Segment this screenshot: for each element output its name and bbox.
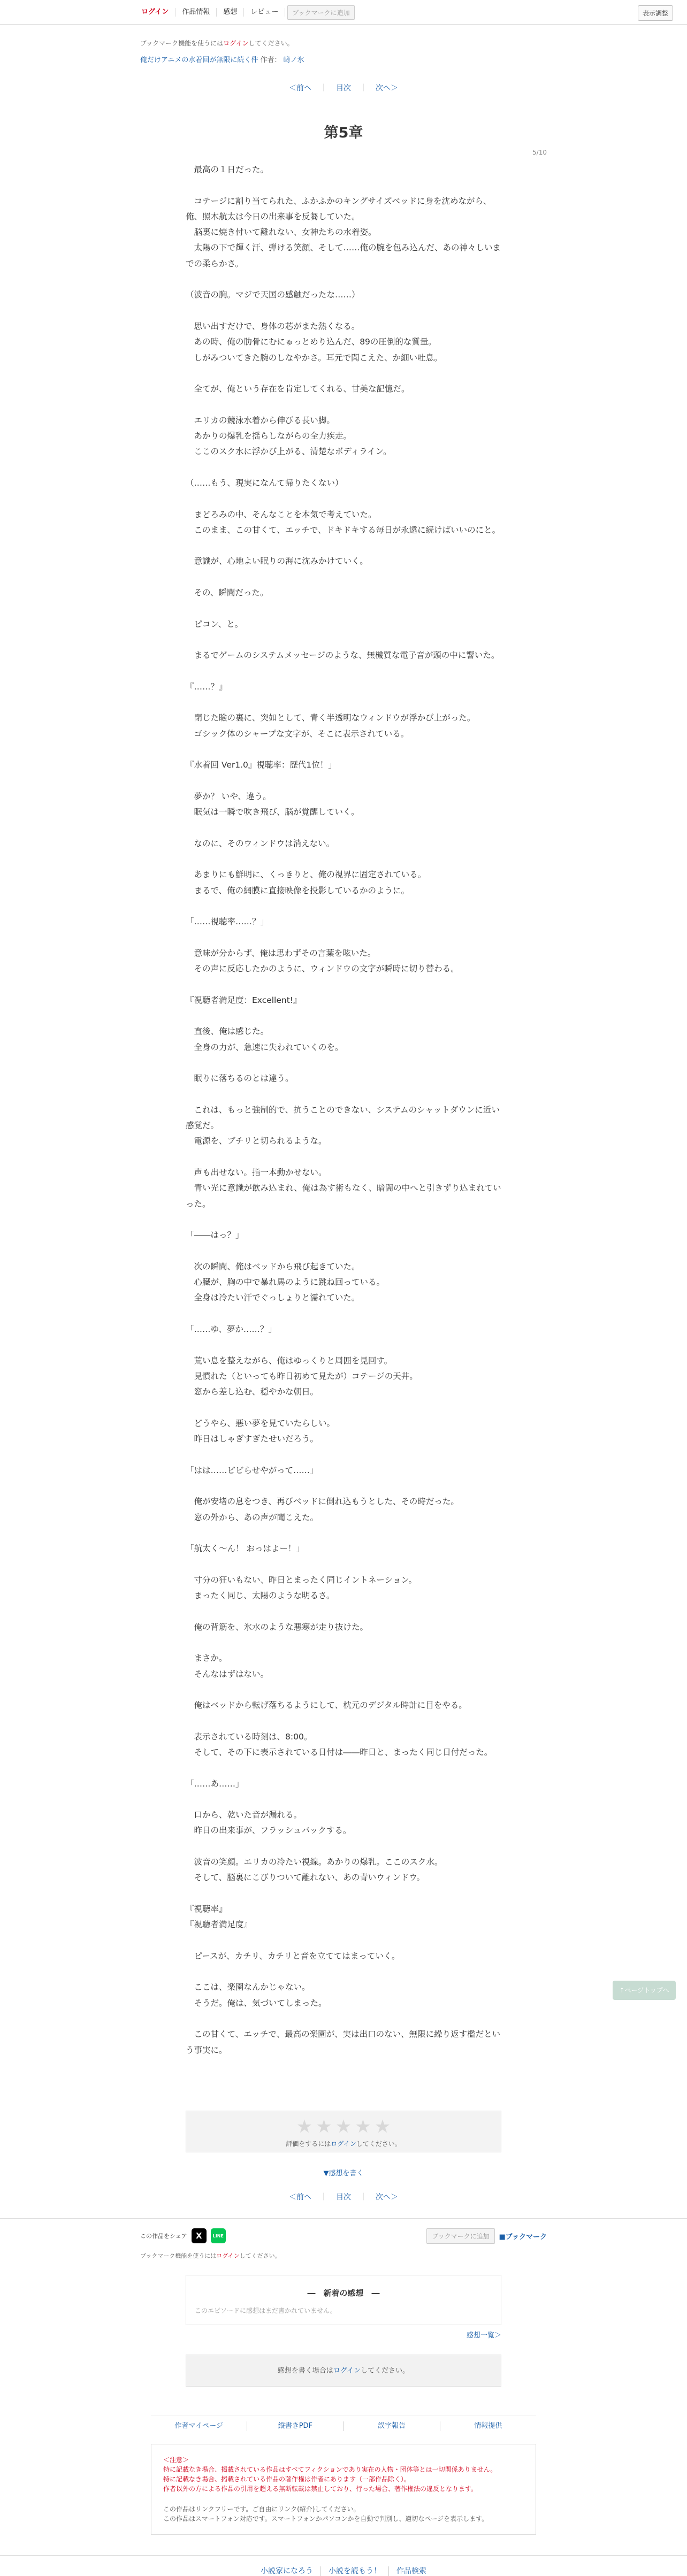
body-line: （……もう、現実になんて帰りたくない） [186, 478, 344, 488]
body-line: ゴシック体のシャープな文字が、そこに表示されている。 [186, 729, 409, 739]
body-line [186, 303, 501, 319]
body-line: 見慣れた（といっても昨日初めて見たが）コテージの天井。 [186, 1371, 418, 1381]
body-line: あまりにも鮮明に、くっきりと、俺の視界に固定されている。 [186, 870, 426, 880]
search-link[interactable]: 作品検索 [396, 2566, 426, 2575]
body-line: どうやら、悪い夢を見ていたらしい。 [186, 1418, 335, 1428]
header-nav [140, 0, 355, 25]
body-line: この甘くて、エッチで、最高の楽園が、実は出口のない、無限に繰り返す檻だという事実に。 [186, 2029, 501, 2055]
body-line: 『水着回 Ver1.0』視聴率：歴代1位！」 [186, 760, 337, 770]
body-line: そうだ。俺は、気づいてしまった。 [186, 1998, 327, 2008]
main-content [140, 39, 547, 2202]
bookmark-login-link[interactable]: ログイン [223, 40, 249, 47]
body-line: 思い出すだけで、身体の芯がまた熱くなる。 [186, 321, 360, 331]
body-line: 荒い息を整えながら、俺はゆっくりと周囲を見回す。 [186, 1355, 393, 1366]
reviews-empty-text: このエピソードに感想はまだ書かれていません。 [195, 2306, 337, 2314]
body-line [186, 460, 501, 476]
login-link[interactable]: ログイン [140, 8, 175, 17]
body-line: 昨日の出来事が、フラッシュバックする。 [186, 1826, 352, 1836]
toc-link[interactable]: 目次 [336, 84, 351, 93]
typo-report-link[interactable]: 誤字報告 [344, 2421, 440, 2431]
page-top-button[interactable]: ↑ページトップへ [613, 1981, 676, 2000]
next-link[interactable]: 次へ＞ [376, 84, 398, 93]
body-line: 最高の１日だった。 [186, 165, 269, 174]
body-line: 全身の力が、急速に失われていくのを。 [186, 1042, 344, 1052]
body-line: 「――はっ？」 [186, 1230, 244, 1240]
x-share-icon[interactable]: X [192, 2228, 207, 2243]
body-line [186, 1478, 501, 1494]
body-line: 表示されている時刻は、8:00。 [186, 1731, 312, 1742]
body-line: ここのスク水に浮かび上がる、清楚なボディライン。 [186, 447, 392, 457]
body-line: 口から、乾いた音が漏れる。 [186, 1810, 302, 1820]
works-info-link[interactable]: 作品情報 [175, 8, 217, 17]
add-bookmark-button[interactable]: ブックマークに追加 [426, 2228, 494, 2244]
body-line [186, 2011, 501, 2027]
notice-line: 作者以外の方による作品の引用を超える無断転載は禁止しており、行った場合、著作権法の違反となります。 [163, 2485, 478, 2493]
bookmark-login-link-bottom[interactable]: ログイン [216, 2252, 240, 2259]
body-line [186, 1792, 501, 1807]
body-line [186, 397, 501, 412]
body-line: 俺、照木航太は今日の出来事を反芻していた。 [186, 211, 360, 221]
body-line: 「……視聴率……？」 [186, 917, 269, 927]
body-line: そんなはずはない。 [186, 1669, 269, 1679]
body-line [186, 664, 501, 679]
bottom-links [0, 2555, 687, 2576]
body-line [186, 1964, 501, 1980]
body-line: これは、もっと強制的で、抗うことのできない、システムのシャットダウンに近い感覚だ。 [186, 1105, 500, 1131]
body-line: 意味が分からず、俺は思わずその言葉を呟いた。 [186, 948, 376, 958]
body-line: そして、その下に表示されている日付は――昨日と、まったく同じ日付だった。 [186, 1747, 493, 1757]
body-line: このまま、この甘くて、エッチで、ドキドキする毎日が永遠に続けばいいのにと。 [186, 525, 501, 535]
bookmark-login-note: ブックマーク機能を使うにはログインしてください。 [140, 40, 294, 47]
bookmark-login-note-bottom: ブックマーク機能を使うにはログインしてください。 [140, 2252, 281, 2259]
body-line [186, 178, 501, 193]
next-link-bottom[interactable]: 次へ＞ [376, 2192, 398, 2202]
body-line: （波音の胸。マジで天国の感触だったな……） [186, 290, 360, 300]
vertical-pdf-link[interactable]: 縦書きPDF [247, 2421, 344, 2431]
rating-stars [186, 2115, 501, 2137]
body-line [186, 1635, 501, 1651]
info-report-link[interactable]: 情報提供 [474, 2421, 502, 2430]
body-line [186, 1055, 501, 1071]
body-line: 全身は冷たい汗でぐっしょりと濡れていた。 [186, 1293, 360, 1303]
body-line [186, 366, 501, 381]
body-line: 脳裏に焼き付いて離れない、女神たちの水着姿。 [186, 227, 377, 237]
body-line: 『視聴者満足度』 [186, 1920, 253, 1930]
body-line: あかりの爆乳を揺らしながらの全力疾走。 [186, 431, 352, 441]
body-line [186, 272, 501, 287]
body-line [186, 1525, 501, 1541]
share-label: この作品をシェア [140, 2233, 187, 2240]
body-line [186, 977, 501, 992]
share-bar [0, 2218, 687, 2260]
body-line: 「はは……ビビらせやがって……」 [186, 1465, 318, 1475]
body-line: 「……あ……」 [186, 1778, 244, 1789]
notice-line: 特に記載なき場合、掲載されている作品はすべてフィクションであり実在の人物・団体等とは一切関係ありません。 [163, 2465, 497, 2473]
body-line: 青い光に意識が飲み込まれ、俺は為す術もなく、暗闇の中へと引きずり込まれていった。 [186, 1183, 501, 1209]
body-line [186, 1933, 501, 1949]
display-settings-button[interactable]: 表示調整 [638, 5, 673, 21]
body-line: 眠りに落ちるのとは違う。 [186, 1074, 294, 1084]
body-line: 声も出せない。指一本動かせない。 [186, 1168, 327, 1177]
reviews-list-link[interactable]: 感想一覧＞ [466, 2331, 501, 2340]
rating-login-link[interactable]: ログイン [331, 2140, 356, 2148]
body-line: 『……？』 [186, 681, 227, 692]
write-review-toggle[interactable]: ▼感想を書く [323, 2169, 364, 2178]
body-line [186, 1400, 501, 1415]
body-line: ここは、楽園なんかじゃない。 [186, 1982, 310, 1992]
star-icon[interactable]: ★ [296, 2115, 313, 2137]
body-line [186, 820, 501, 835]
body-line [186, 773, 501, 789]
chapter-title: 第5章 [324, 125, 363, 141]
body-line: 俺の背筋を、氷水のような悪寒が走り抜けた。 [186, 1622, 369, 1632]
bookmark-link[interactable]: ■ブックマーク [499, 2233, 547, 2241]
body-line: まどろみの中、そんなことを本気で考えていた。 [186, 509, 377, 519]
notice-line: 特に記載なき場合、掲載されている作品の著作権は作者にあります（一部作品除く）。 [163, 2475, 411, 2483]
body-line: ピコン、と。 [186, 619, 243, 629]
body-line: 窓の外から、あの声が聞こえた。 [186, 1512, 319, 1522]
body-line: まるで、俺の網膜に直接映像を投影しているかのように。 [186, 885, 410, 895]
body-line: 『視聴者満足度：Excellent!』 [186, 995, 302, 1005]
body-line: まるでゲームのシステムメッセージのような、無機質な電子音が頭の中に響いた。 [186, 650, 500, 661]
body-line: 「……ゆ、夢か……？」 [186, 1324, 277, 1334]
body-line [186, 852, 501, 867]
body-line [186, 1886, 501, 1902]
body-line: 「航太く～ん！ おっはよー！」 [186, 1544, 304, 1554]
body-line: まさか。 [186, 1653, 227, 1663]
body-line: あの時、俺の肋骨にむにゅっとめり込んだ、89の圧倒的な質量。 [186, 337, 437, 347]
author-mypage-link[interactable]: 作者マイページ [151, 2421, 247, 2431]
narou-link[interactable]: 小説家になろう [253, 2566, 321, 2576]
rating-login-note: 評価をするにはログインしてください。 [286, 2140, 401, 2148]
star-icon[interactable]: ★ [374, 2115, 391, 2137]
body-line: なのに、そのウィンドウは消えない。 [186, 838, 335, 848]
body-line [186, 1149, 501, 1165]
body-line: そして、脳裏にこびりついて離れない、あの青いウィンドウ。 [186, 1873, 425, 1883]
body-line [186, 695, 501, 710]
body-line [186, 601, 501, 616]
toc-link-bottom[interactable]: 目次 [336, 2192, 351, 2202]
notice-title: ＜注意＞ [163, 2456, 189, 2464]
footer-links [151, 2416, 536, 2431]
notice-box [151, 2444, 536, 2535]
body-line [186, 1682, 501, 1698]
body-line: 俺が安堵の息をつき、再びベッドに倒れ込もうとした、その時だった。 [186, 1497, 459, 1507]
write-review-box: 感想を書く場合はログインしてください。 [186, 2355, 501, 2387]
body-line: エリカの競泳水着から伸びる長い脚。 [186, 415, 335, 425]
body-line [186, 1212, 501, 1228]
body-line: 意識が、心地よい眠りの海に沈みかけていく。 [186, 556, 368, 566]
site-header [0, 0, 687, 25]
body-line [186, 899, 501, 914]
body-line [186, 1087, 501, 1102]
body-line [186, 1604, 501, 1619]
body-line [186, 632, 501, 648]
prev-link[interactable]: ＜前へ [289, 84, 311, 93]
body-line: 俺はベッドから転げ落ちるようにして、枕元のデジタル時計に目をやる。 [186, 1700, 467, 1711]
body-line: 全てが、俺という存在を肯定してくれる、甘美な記憶だ。 [186, 384, 410, 394]
body-line: 波音の笑顔。エリカの冷たい視線。あかりの爆乳。ここのスク水。 [186, 1857, 443, 1867]
body-line: 眠気は一瞬で吹き飛び、脳が覚醒していく。 [186, 807, 360, 817]
body-line [186, 1243, 501, 1259]
body-line [186, 1713, 501, 1729]
body-line: 窓から差し込む、穏やかな朝日。 [186, 1387, 319, 1397]
body-line: その、瞬間だった。 [186, 588, 269, 598]
reviews-title: ― 新着の感想 ― [307, 2288, 380, 2298]
series-title-link[interactable]: 俺だけアニメの水着回が無限に続く件 [140, 56, 258, 64]
body-line: 次の瞬間、俺はベッドから飛び起きていた。 [186, 1261, 360, 1271]
pager-bottom: ＜前へ ｜ 目次 ｜ 次へ＞ [140, 2191, 547, 2202]
recent-reviews-box [186, 2275, 501, 2325]
write-review-login-link[interactable]: ログイン [333, 2366, 361, 2375]
line-share-icon[interactable]: LINE [211, 2228, 226, 2243]
add-bookmark-button-top[interactable]: ブックマークに追加 [287, 5, 354, 20]
body-line [186, 930, 501, 946]
body-line: 夢か？ いや、違う。 [186, 791, 271, 801]
review-link[interactable]: レビュー [244, 8, 285, 17]
author-label: 作者： [260, 56, 281, 64]
body-line: 閉じた瞼の裏に、突如として、青く半透明なウィンドウが浮かび上がった。 [186, 713, 476, 723]
pager-top: ＜前へ ｜ 目次 ｜ 次へ＞ [140, 82, 547, 93]
body-line: コテージに割り当てられた、ふかふかのキングサイズベッドに身を沈めながら、 [186, 196, 492, 206]
star-icon[interactable]: ★ [335, 2115, 352, 2137]
prev-link-bottom[interactable]: ＜前へ [289, 2192, 311, 2202]
body-line: 心臓が、胸の中で暴れ馬のように跳ね回っている。 [186, 1277, 385, 1287]
star-icon[interactable]: ★ [316, 2115, 332, 2137]
series-info [140, 54, 547, 64]
body-line [186, 1306, 501, 1322]
body-line [186, 742, 501, 757]
body-line [186, 538, 501, 554]
body-line: 太陽の下で輝く汗、弾ける笑顔、そして……俺の腕を包み込んだ、あの神々しいまでの柔らかさ。 [186, 243, 501, 269]
rating-box [186, 2111, 501, 2152]
body-line: 昨日はしゃぎすぎたせいだろう。 [186, 1434, 319, 1444]
notice-line: この作品はリンクフリーです。ご自由にリンク(紹介)してください。 [163, 2505, 360, 2513]
body-line [186, 1760, 501, 1776]
body-line: ピースが、カチリ、カチリと音を立ててはまっていく。 [186, 1951, 400, 1961]
body-line [186, 1337, 501, 1353]
notice-line: この作品はスマートフォン対応です。スマートフォンかパソコンかを自動で判別し、適切なページを表示します。 [163, 2514, 488, 2523]
body-line: まったく同じ、太陽のような明るさ。 [186, 1591, 335, 1601]
page-number: 5/10 [532, 149, 547, 156]
body-line [186, 1839, 501, 1854]
body-line: 電源を、ブチリと切られるような。 [186, 1136, 327, 1146]
body-line: 『視聴率』 [186, 1904, 227, 1914]
star-icon[interactable]: ★ [355, 2115, 371, 2137]
body-line [186, 1447, 501, 1462]
body-line [186, 491, 501, 507]
impressions-link[interactable]: 感想 [217, 8, 244, 17]
yomou-link[interactable]: 小説を読もう！ [321, 2566, 389, 2576]
author-link[interactable]: 﨑ノ氷 [283, 56, 304, 64]
body-line: 直後、俺は感じた。 [186, 1026, 269, 1037]
body-line: 寸分の狂いもない、昨日とまったく同じイントネーション。 [186, 1575, 417, 1585]
novel-body [186, 162, 501, 2058]
body-line: しがみついてきた腕のしなやかさ。耳元で聞こえた、か細い吐息。 [186, 352, 442, 363]
body-line [186, 570, 501, 585]
body-line: その声に反応したかのように、ウィンドウの文字が瞬時に切り替わる。 [186, 964, 459, 974]
body-line [186, 1557, 501, 1572]
body-line [186, 1008, 501, 1024]
